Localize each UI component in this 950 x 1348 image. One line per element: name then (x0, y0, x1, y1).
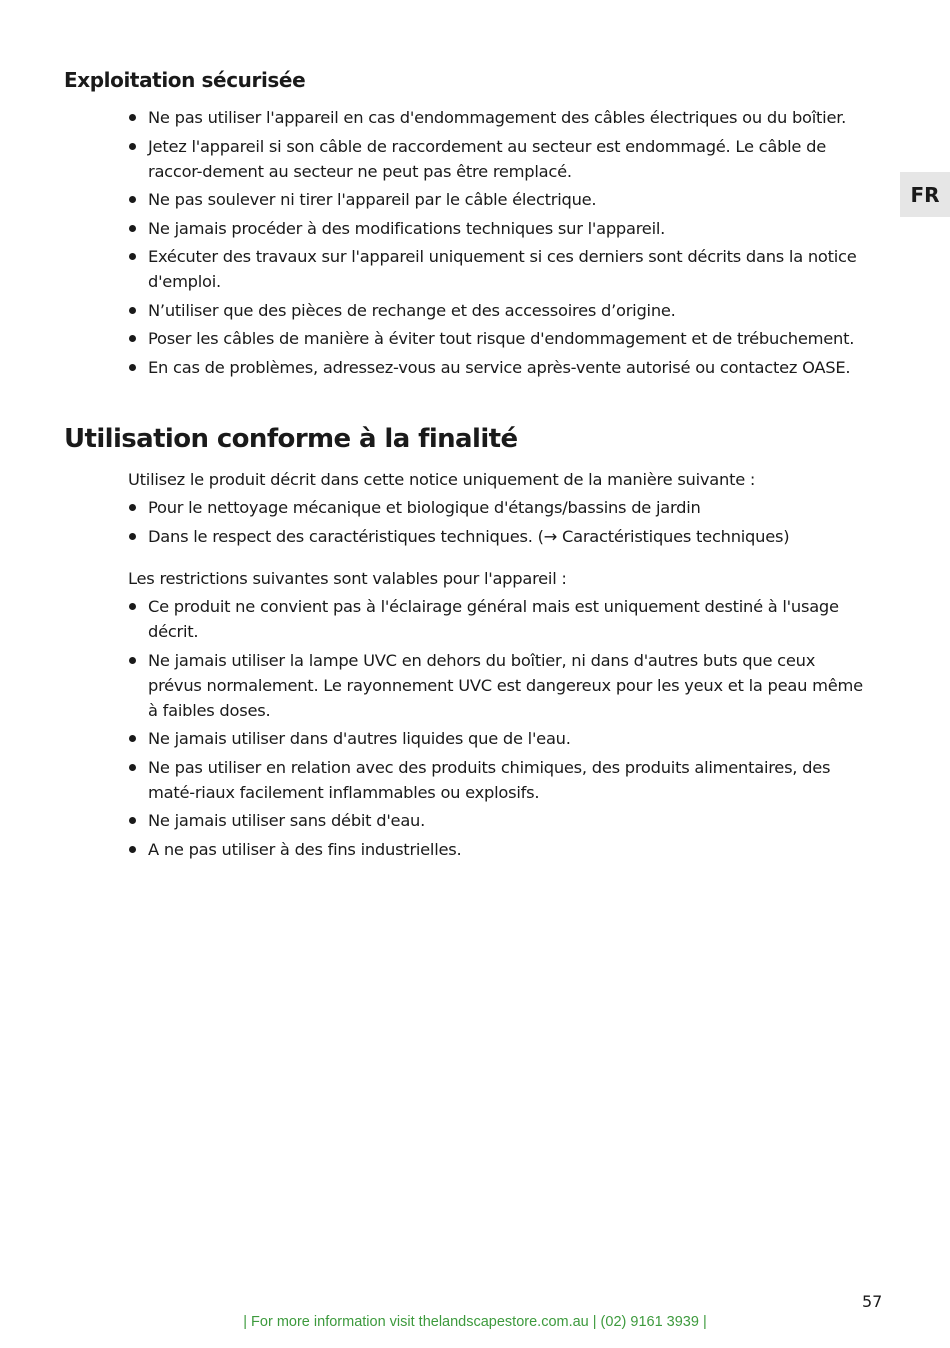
language-tab: FR (900, 172, 950, 217)
safe-operation-list (128, 105, 868, 383)
intended-use-intro: Utilisez le produit décrit dans cette notice uniquement de la manière suivante : (128, 470, 756, 489)
list-item: Ne jamais utiliser sans débit d'eau. (128, 808, 868, 833)
restrictions-intro: Les restrictions suivantes sont valables pour l'appareil : (128, 569, 567, 588)
list-item: Exécuter des travaux sur l'appareil uniquement si ces derniers sont décrits dans la notice d'emploi. (128, 244, 868, 294)
page-number: 57 (862, 1292, 883, 1311)
list-item: Ne jamais utiliser la lampe UVC en dehors du boîtier, ni dans d'autres buts que ceux prévus normalement. Le rayonnement UVC est dangereux pour les yeux et la peau même à faibles doses. (128, 648, 868, 723)
list-item: Ne pas soulever ni tirer l'appareil par le câble électrique. (128, 187, 868, 212)
section-title-safe-operation: Exploitation sécurisée (64, 68, 306, 92)
list-item: Ce produit ne convient pas à l'éclairage général mais est uniquement destiné à l'usage décrit. (128, 594, 868, 644)
list-item: Ne pas utiliser l'appareil en cas d'endommagement des câbles électriques ou du boîtier. (128, 105, 868, 130)
restrictions-list (128, 594, 868, 865)
list-item: Ne jamais procéder à des modifications techniques sur l'appareil. (128, 216, 868, 241)
footer-contact-note: | For more information visit thelandscapestore.com.au | (02) 9161 3939 | (243, 1314, 707, 1330)
list-item: Jetez l'appareil si son câble de raccordement au secteur est endommagé. Le câble de raccor-dement au secteur ne peut pas être remplacé. (128, 134, 868, 184)
list-item: En cas de problèmes, adressez-vous au service après-vente autorisé ou contactez OASE. (128, 355, 868, 380)
list-item: Poser les câbles de manière à éviter tout risque d'endommagement et de trébuchement. (128, 326, 868, 351)
section-title-intended-use: Utilisation conforme à la finalité (64, 424, 518, 454)
list-item: A ne pas utiliser à des fins industrielles. (128, 837, 868, 862)
list-item: N’utiliser que des pièces de rechange et des accessoires d’origine. (128, 298, 868, 323)
list-item: Dans le respect des caractéristiques techniques. (→ Caractéristiques techniques) (128, 524, 868, 549)
intended-use-list (128, 495, 868, 552)
list-item: Ne jamais utiliser dans d'autres liquides que de l'eau. (128, 726, 868, 751)
list-item: Pour le nettoyage mécanique et biologique d'étangs/bassins de jardin (128, 495, 868, 520)
list-item: Ne pas utiliser en relation avec des produits chimiques, des produits alimentaires, des maté-riaux facilement inflammables ou explosifs. (128, 755, 868, 805)
